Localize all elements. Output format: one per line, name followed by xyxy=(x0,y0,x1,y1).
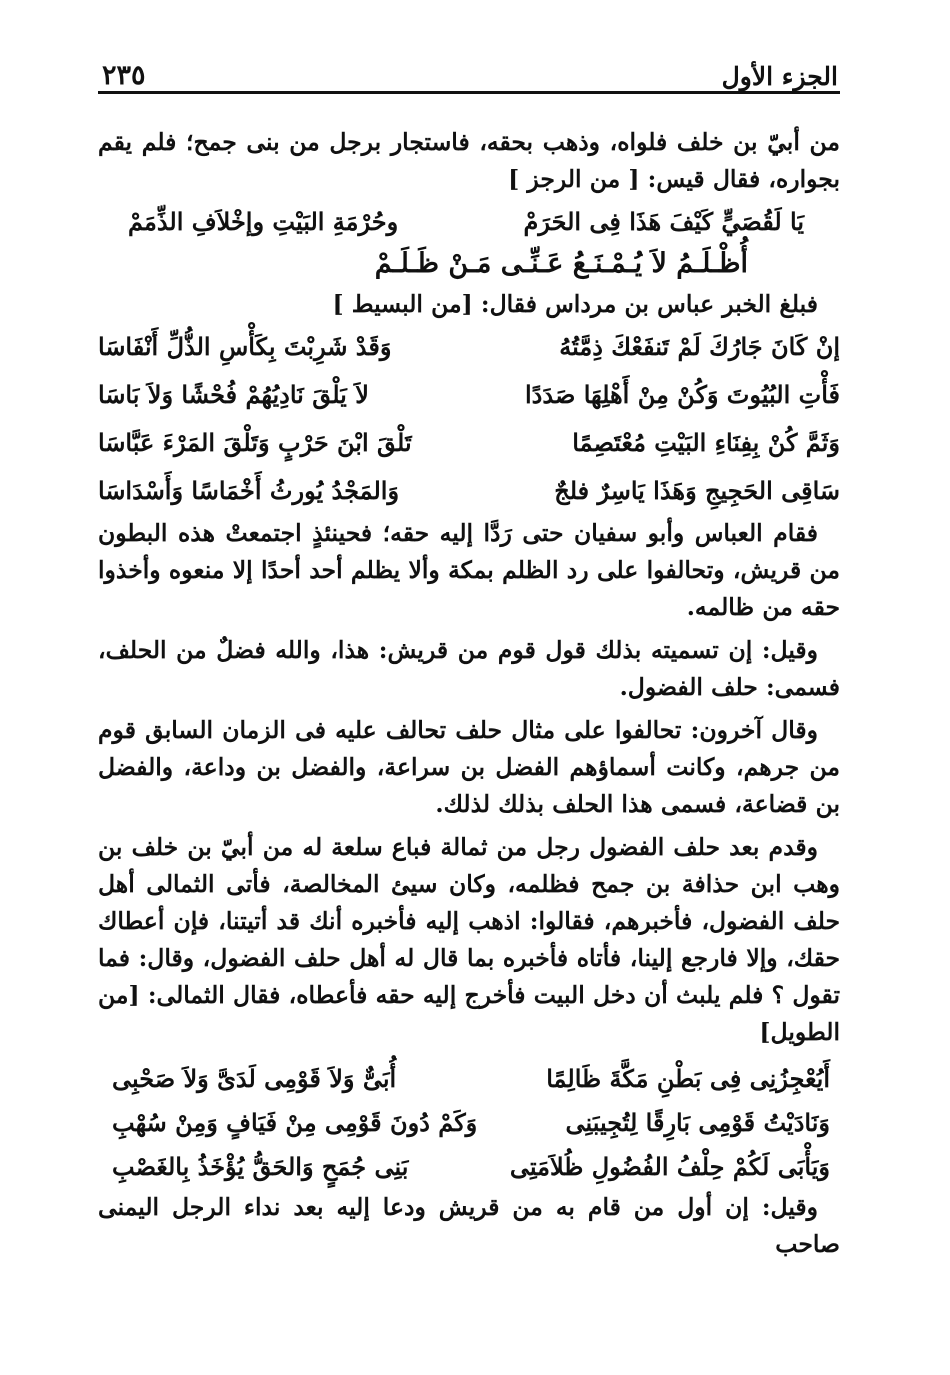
paragraph-3: فقام العباس وأبو سفيان حتى رَدَّا إليه حقه؛ فحينئذٍ اجتمعتْ هذه البطون من قريش، وتحالفوا على رد الظلم بمكة وألا يظلم أحد أحدًا إلا منعوه وأخذوا حقه من ظالمه. xyxy=(98,519,840,621)
verse-line xyxy=(98,467,840,515)
running-header xyxy=(98,45,840,94)
verse-hemistich: فَأْتِ البُيُوتَ وَكُنْ مِنْ أَهْلِهَا صَدَدًا xyxy=(525,380,840,409)
verse-hemistich: لاَ يَلْقَ نَادِيُهُمْ فُحْشًا وَلاَ بَاسَا xyxy=(98,380,369,409)
verse-hemistich: إنْ كَانَ جَارُكَ لَمْ تَنفَعْكَ ذِمَّتُهُ xyxy=(559,332,840,361)
verse-hemistich: سَاقِى الحَجِيجِ وَهَذَا يَاسِرٌ فلجٌ xyxy=(554,476,840,505)
verse-single-line: أُظْـلَـمُ لاَ يُـمْـنَـعُ عَـنِّـى مَـنْ ظَـلَـمْ xyxy=(374,248,748,279)
poem-rajaz xyxy=(98,202,840,242)
verse-line xyxy=(112,1145,830,1189)
page-number: ٢٣٥ xyxy=(102,60,146,91)
verse-hemistich: وحُرْمَةِ البَيْتِ وإخْلاَفِ الذِّمَمْ xyxy=(128,207,399,236)
verse-hemistich: وَكَمْ دُونَ قَوْمِى مِنْ فَيَافٍ وَمِنْ سُهْبِ xyxy=(112,1108,478,1137)
verse-hemistich: وَيَأْبَى لَكُمْ حِلْفُ الفُضُولِ ظُلاَمَتِى xyxy=(509,1152,830,1181)
poem-basit xyxy=(98,323,840,515)
verse-line xyxy=(98,323,840,371)
paragraph-6: وقدم بعد حلف الفضول رجل من ثمالة فباع سلعة له من أبيّ بن خلف بن وهب ابن حذافة بن جمح فظلمه، وكان سيئ المخالصة، فأتى الثمالى أهل حلف الفضول، فأخبرهم، فقالوا: اذهب إليه فأخبره أنك قد أتيتنا، فإن أعطاك حقك، وإلا فارجع إلينا، فأتاه فأخبره بما قال له أهل حلف الفضول، وقال: فما تقول ؟ فلم يلبث أن دخل البيت فأخرج إليه حقه فأعطاه، فقال الثمالى: [من الطويل] xyxy=(98,833,840,1046)
part-title: الجزء الأول xyxy=(721,62,838,91)
paragraph-2: فبلغ الخبر عباس بن مرداس فقال: [من البسيط ] xyxy=(332,290,818,318)
verse-hemistich: يَا لَقُصَيٍّ كَيْفَ هَذَا فِى الحَرَمْ xyxy=(523,207,804,236)
verse-line xyxy=(128,202,804,242)
verse-line xyxy=(112,1057,830,1101)
verse-hemistich: أُبَىٌّ وَلاَ قَوْمِى لَدَىَّ وَلاَ صَحْبِى xyxy=(112,1064,397,1093)
paragraph-5: وقال آخرون: تحالفوا على مثال حلف تحالف عليه فى الزمان السابق قوم من جرهم، وكانت أسماؤهم الفضل بن سراعة، والفضل بن وداعة، والفضل بن قضاعة، فسمى هذا الحلف بذلك لذلك. xyxy=(98,716,840,818)
poem-tawil xyxy=(98,1057,840,1189)
verse-hemistich: بَنِى جُمَحٍ وَالحَقُّ يُؤْخَذُ بِالغَصْبِ xyxy=(112,1152,409,1181)
book-page xyxy=(98,45,840,1263)
verse-hemistich: وَنَادَيْتُ قَوْمِى بَارِقًا لِتُجِيبَنِى xyxy=(565,1108,830,1137)
verse-hemistich: تَلْقَ ابْنَ حَرْبٍ وَتَلْقَ المَرْءَ عَبَّاسَا xyxy=(98,428,412,457)
verse-hemistich: أَيُعْجِزُنِى فِى بَطْنِ مَكَّةَ ظَالِمًا xyxy=(546,1064,830,1093)
paragraph-1: من أبيّ بن خلف فلواه، وذهب بحقه، فاستجار برجل من بنى جمح؛ فلم يقم بجواره، فقال قيس: [ من الرجز ] xyxy=(98,128,840,193)
verse-hemistich: وَقَدْ شَرِبْتَ بِكَأْسِ الذُّلِّ أَنْفَاسَا xyxy=(98,332,392,361)
paragraph-4: وقيل: إن تسميته بذلك قول قوم من قريش: هذا، والله فضلٌ من الحلف، فسمى: حلف الفضول. xyxy=(98,636,840,701)
verse-hemistich: وَثَمَّ كُنْ بِفِنَاءِ البَيْتِ مُعْتَصِمًا xyxy=(572,428,840,457)
verse-line xyxy=(98,371,840,419)
verse-line xyxy=(98,419,840,467)
verse-hemistich: وَالمَجْدُ يُورثُ أَخْمَاسًا وَأَسْدَاسَا xyxy=(98,476,400,505)
verse-line xyxy=(112,1101,830,1145)
paragraph-7: وقيل: إن أول من قام به من قريش ودعا إليه بعد نداء الرجل اليمنى صاحب xyxy=(98,1193,840,1258)
